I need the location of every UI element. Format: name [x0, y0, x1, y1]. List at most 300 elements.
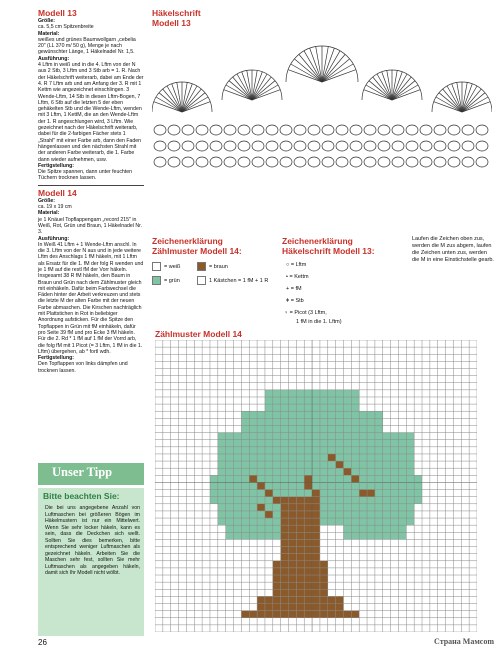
chain-loop — [336, 157, 348, 167]
green-cell — [249, 440, 257, 447]
green-cell — [375, 532, 383, 539]
green-cell — [328, 518, 336, 525]
brown-cell — [336, 596, 344, 603]
green-cell — [398, 504, 406, 511]
green-cell — [226, 511, 234, 518]
brown-cell — [273, 611, 281, 618]
green-cell — [375, 511, 383, 518]
green-cell — [320, 425, 328, 432]
green-cell — [265, 433, 273, 440]
green-cell — [304, 468, 312, 475]
green-cell — [367, 425, 375, 432]
green-cell — [351, 418, 359, 425]
green-cell — [351, 468, 359, 475]
modell13-title: Modell 13 — [38, 8, 77, 18]
green-cell — [265, 411, 273, 418]
green-cell — [249, 482, 257, 489]
legend-picot-label1: = Picot (3 Lftm, — [289, 310, 327, 316]
brown-cell — [289, 497, 297, 504]
chain-loop — [364, 157, 376, 167]
brown-cell — [320, 561, 328, 568]
legend-lftm — [286, 262, 306, 268]
green-cell — [375, 461, 383, 468]
brown-cell — [273, 604, 281, 611]
brown-cell — [336, 611, 344, 618]
chain-loop — [224, 157, 236, 167]
green-cell — [226, 468, 234, 475]
green-cell — [226, 461, 234, 468]
green-cell — [320, 475, 328, 482]
m14-material — [38, 210, 144, 235]
green-cell — [336, 433, 344, 440]
green-cell — [241, 461, 249, 468]
legend13-title-line2: Häkelschrift Modell 13: — [282, 246, 375, 256]
green-cell — [273, 418, 281, 425]
brown-cell — [312, 525, 320, 532]
green-cell — [289, 433, 297, 440]
green-cell — [296, 461, 304, 468]
brown-cell — [328, 454, 336, 461]
green-cell — [398, 454, 406, 461]
brown-cell — [304, 525, 312, 532]
stitch-grid — [155, 340, 477, 632]
green-cell — [343, 532, 351, 539]
green-cell — [257, 418, 265, 425]
diagram-title-line2: Modell 13 — [152, 18, 191, 28]
brown-cell — [249, 475, 257, 482]
green-cell — [312, 404, 320, 411]
green-cell — [359, 425, 367, 432]
green-cell — [391, 475, 399, 482]
brown-cell — [281, 525, 289, 532]
chain-loop — [378, 125, 390, 135]
legend-picot2: 1 fM in die 1. Lftm) — [296, 319, 342, 325]
brown-cell — [312, 547, 320, 554]
green-cell — [359, 475, 367, 482]
fm-symbol-icon: + — [286, 286, 291, 292]
brown-cell — [281, 575, 289, 582]
green-cell — [375, 475, 383, 482]
green-cell — [312, 468, 320, 475]
green-cell — [289, 461, 297, 468]
chain-loop — [252, 141, 264, 151]
green-cell — [304, 433, 312, 440]
green-cell — [359, 504, 367, 511]
chain-loop — [308, 141, 320, 151]
chain-loop — [420, 157, 432, 167]
green-cell — [351, 433, 359, 440]
green-cell — [265, 440, 273, 447]
fan-motif — [286, 46, 358, 82]
green-cell — [406, 490, 414, 497]
brown-cell — [328, 611, 336, 618]
green-cell — [336, 511, 344, 518]
green-cell — [312, 433, 320, 440]
green-cell — [265, 425, 273, 432]
green-cell — [343, 447, 351, 454]
brown-cell — [312, 561, 320, 568]
green-cell — [336, 475, 344, 482]
chain-loop — [350, 125, 362, 135]
green-cell — [383, 532, 391, 539]
brown-cell — [304, 604, 312, 611]
brown-cell — [312, 497, 320, 504]
m13-material — [38, 31, 144, 56]
brown-cell — [289, 547, 297, 554]
chain-loop — [196, 141, 208, 151]
green-cell — [336, 418, 344, 425]
chain-loop — [322, 157, 334, 167]
green-cell — [257, 461, 265, 468]
brown-cell — [320, 582, 328, 589]
green-cell — [367, 411, 375, 418]
green-cell — [367, 504, 375, 511]
green-cell — [320, 518, 328, 525]
brown-cell — [304, 589, 312, 596]
chain-loop — [196, 157, 208, 167]
green-cell — [351, 504, 359, 511]
green-cell — [289, 390, 297, 397]
green-cell — [312, 482, 320, 489]
green-cell — [304, 404, 312, 411]
green-cell — [343, 454, 351, 461]
green-cell — [296, 490, 304, 497]
green-cell — [320, 511, 328, 518]
green-cell — [375, 490, 383, 497]
green-cell — [234, 433, 242, 440]
m13-ausfuehrung — [38, 56, 144, 163]
brown-cell — [289, 582, 297, 589]
green-cell — [273, 525, 281, 532]
green-cell — [289, 418, 297, 425]
green-cell — [391, 518, 399, 525]
green-cell — [296, 468, 304, 475]
green-cell — [218, 468, 226, 475]
green-cell — [304, 461, 312, 468]
chain-loop — [336, 125, 348, 135]
brown-cell — [296, 596, 304, 603]
m13-ausf-text: 4 Lftm in weiß und in die 4. Lftm von der N aus 2 Stb, 3 Lftm und 3 Stb arb = 1. R. Nach der Häkelschrift weiterarb, dabei am Ende der 4. R 7 Lftm arb und am Anfang der 3. R mit 1 Kettm wie angezeichnet einschlingen. 3 Wende-Lftm, 14 Stb in diesen Lftm-Bogen, 7 Lftm, 6 Stb auf die letzten 5 der eben gehäkelten Stb und die Wende-Lftm, wenden mit 3 Lftm, 1 KettM, die an den Wende-Lftm der 1. R angeschlungen wird, 3 Lftm. Wie gezeichnet nach der Häkelschrift weiterarb, dabei für die 2-farbigen Fächer stets 1 „Strahl" mit einer Farbe arb, dann den Faden hängenlassen und den nächsten Strahl mit der anderen Farbe weiterarb, die 1. Farbe dann wieder aufnehmen, usw. — [38, 62, 144, 163]
green-cell — [391, 490, 399, 497]
green-cell — [383, 511, 391, 518]
chain-loop — [168, 125, 180, 135]
green-cell — [351, 404, 359, 411]
green-cell — [281, 390, 289, 397]
green-cell — [391, 447, 399, 454]
green-cell — [336, 468, 344, 475]
chain-loop — [210, 125, 222, 135]
green-cell — [234, 482, 242, 489]
green-cell — [249, 418, 257, 425]
chain-loop — [252, 157, 264, 167]
m13-fert-text: Die Spitze spannen, dann unter feuchten Tüchern trocknen lassen. — [38, 169, 133, 182]
green-cell — [336, 518, 344, 525]
chain-loop — [434, 141, 446, 151]
green-cell — [343, 411, 351, 418]
green-cell — [320, 490, 328, 497]
brown-cell — [265, 604, 273, 611]
green-cell — [351, 425, 359, 432]
m13-groesse-heading: Größe: — [38, 18, 56, 24]
green-cell — [359, 440, 367, 447]
chain-loop — [294, 157, 306, 167]
green-cell — [296, 447, 304, 454]
green-cell — [351, 440, 359, 447]
green-cell — [336, 497, 344, 504]
green-cell — [336, 397, 344, 404]
green-cell — [383, 447, 391, 454]
brown-cell — [296, 547, 304, 554]
green-cell — [281, 404, 289, 411]
brown-cell — [359, 490, 367, 497]
m14-ausfuehrung — [38, 236, 144, 356]
brown-cell — [312, 604, 320, 611]
green-cell — [226, 454, 234, 461]
brown-cell — [304, 554, 312, 561]
green-cell — [320, 482, 328, 489]
brown-cell — [273, 497, 281, 504]
chain-loop — [224, 141, 236, 151]
green-cell — [265, 482, 273, 489]
chain-loop — [154, 125, 166, 135]
green-cell — [234, 447, 242, 454]
brown-cell — [296, 504, 304, 511]
green-cell — [398, 468, 406, 475]
green-cell — [320, 497, 328, 504]
green-cell — [367, 497, 375, 504]
brown-cell — [281, 547, 289, 554]
green-cell — [218, 497, 226, 504]
green-cell — [241, 418, 249, 425]
green-cell — [226, 440, 234, 447]
brown-cell — [336, 461, 344, 468]
brown-cell — [289, 575, 297, 582]
green-cell — [304, 411, 312, 418]
green-cell — [391, 532, 399, 539]
brown-cell — [336, 604, 344, 611]
green-cell — [241, 447, 249, 454]
green-cell — [234, 490, 242, 497]
green-cell — [289, 411, 297, 418]
green-cell — [414, 490, 422, 497]
green-cell — [391, 440, 399, 447]
brown-cell — [312, 611, 320, 618]
brown-cell — [281, 532, 289, 539]
green-cell — [273, 411, 281, 418]
chain-loop — [448, 141, 460, 151]
green-cell — [234, 504, 242, 511]
green-cell — [241, 497, 249, 504]
chain-loop — [462, 157, 474, 167]
m14-groesse-heading: Größe: — [38, 197, 56, 204]
chain-loop — [392, 141, 404, 151]
green-cell — [343, 482, 351, 489]
green-cell — [336, 504, 344, 511]
green-cell — [320, 390, 328, 397]
green-cell — [281, 468, 289, 475]
green-cell — [359, 418, 367, 425]
green-cell — [241, 433, 249, 440]
green-cell — [257, 440, 265, 447]
m13-material-heading: Material: — [38, 30, 60, 37]
brown-cell — [296, 589, 304, 596]
brown-cell — [296, 525, 304, 532]
green-cell — [359, 482, 367, 489]
brown-cell — [257, 596, 265, 603]
brown-cell — [281, 511, 289, 518]
modell14-title: Modell 14 — [38, 187, 77, 198]
green-cell — [398, 518, 406, 525]
brown-cell — [367, 490, 375, 497]
green-cell — [328, 497, 336, 504]
brown-cell — [281, 539, 289, 546]
green-cell — [351, 411, 359, 418]
fan-motif — [432, 82, 492, 112]
green-cell — [328, 511, 336, 518]
green-cell — [328, 461, 336, 468]
green-cell — [265, 475, 273, 482]
legend-white-label: = weiß — [164, 263, 181, 270]
brown-cell — [351, 475, 359, 482]
green-cell — [312, 411, 320, 418]
brown-cell — [289, 511, 297, 518]
crochet-diagram — [152, 42, 492, 182]
green-cell — [328, 475, 336, 482]
green-cell — [210, 475, 218, 482]
green-cell — [241, 482, 249, 489]
chain-loop — [308, 125, 320, 135]
legend-brown-label: = braun — [209, 263, 228, 270]
green-cell — [281, 397, 289, 404]
green-cell — [398, 447, 406, 454]
brown-cell — [312, 575, 320, 582]
m13-ausf-heading: Ausführung: — [38, 55, 70, 62]
green-cell — [351, 454, 359, 461]
green-cell — [343, 397, 351, 404]
green-cell — [281, 418, 289, 425]
green-cell — [289, 475, 297, 482]
green-cell — [320, 411, 328, 418]
chain-loop — [392, 157, 404, 167]
green-cell — [304, 418, 312, 425]
green-cell — [351, 461, 359, 468]
brown-cell — [289, 518, 297, 525]
brown-cell — [265, 511, 273, 518]
green-cell — [218, 518, 226, 525]
green-cell — [241, 475, 249, 482]
green-cell — [391, 482, 399, 489]
brown-cell — [320, 604, 328, 611]
green-cell — [383, 468, 391, 475]
chain-loop — [168, 157, 180, 167]
green-cell — [312, 447, 320, 454]
green-cell — [304, 490, 312, 497]
green-cell — [320, 397, 328, 404]
green-cell — [414, 482, 422, 489]
green-cell — [241, 532, 249, 539]
chain-loop — [154, 157, 166, 167]
brown-cell — [289, 596, 297, 603]
green-cell — [328, 397, 336, 404]
brown-cell — [249, 611, 257, 618]
green-cell — [289, 482, 297, 489]
chain-loop — [434, 157, 446, 167]
chain-loop — [448, 125, 460, 135]
green-cell — [210, 490, 218, 497]
legend-lftm-label: = Lftm — [290, 262, 307, 268]
green-cell — [383, 440, 391, 447]
green-cell — [367, 532, 375, 539]
green-cell — [351, 390, 359, 397]
brown-cell — [289, 539, 297, 546]
green-cell — [343, 497, 351, 504]
green-cell — [265, 418, 273, 425]
green-cell — [257, 511, 265, 518]
green-cell — [281, 440, 289, 447]
green-cell — [304, 390, 312, 397]
brown-cell — [304, 475, 312, 482]
chain-loop — [182, 125, 194, 135]
green-cell — [391, 525, 399, 532]
green-cell — [234, 475, 242, 482]
green-cell — [328, 425, 336, 432]
green-cell — [273, 468, 281, 475]
chain-loop — [462, 125, 474, 135]
green-cell — [265, 468, 273, 475]
brown-cell — [304, 482, 312, 489]
brown-cell — [304, 497, 312, 504]
green-cell — [257, 454, 265, 461]
legend-kaestchen-label: 1 Kästchen = 1 fM + 1 R — [209, 277, 269, 284]
brown-cell — [281, 596, 289, 603]
green-cell — [312, 425, 320, 432]
green-cell — [265, 518, 273, 525]
brown-cell — [289, 604, 297, 611]
chain-loop — [336, 141, 348, 151]
green-cell — [320, 454, 328, 461]
green-cell — [312, 454, 320, 461]
green-cell — [296, 404, 304, 411]
green-cell — [296, 440, 304, 447]
green-cell — [383, 497, 391, 504]
green-cell — [351, 447, 359, 454]
brown-cell — [281, 504, 289, 511]
green-cell — [359, 532, 367, 539]
green-cell — [304, 447, 312, 454]
legend-stb-label: = Stb — [290, 298, 304, 304]
chain-loop — [364, 141, 376, 151]
brown-cell — [257, 504, 265, 511]
green-cell — [210, 482, 218, 489]
green-cell — [289, 490, 297, 497]
green-cell — [359, 518, 367, 525]
chain-loop — [392, 125, 404, 135]
green-cell — [406, 447, 414, 454]
green-cell — [249, 525, 257, 532]
brown-cell — [304, 575, 312, 582]
legend-kettm — [286, 274, 309, 280]
m14-fert-heading: Fertigstellung: — [38, 355, 75, 362]
green-cell — [391, 461, 399, 468]
green-cell — [234, 468, 242, 475]
green-cell — [289, 425, 297, 432]
green-cell — [289, 440, 297, 447]
brown-cell — [304, 547, 312, 554]
green-cell — [406, 475, 414, 482]
green-cell — [328, 404, 336, 411]
brown-cell — [289, 504, 297, 511]
green-cell — [391, 497, 399, 504]
